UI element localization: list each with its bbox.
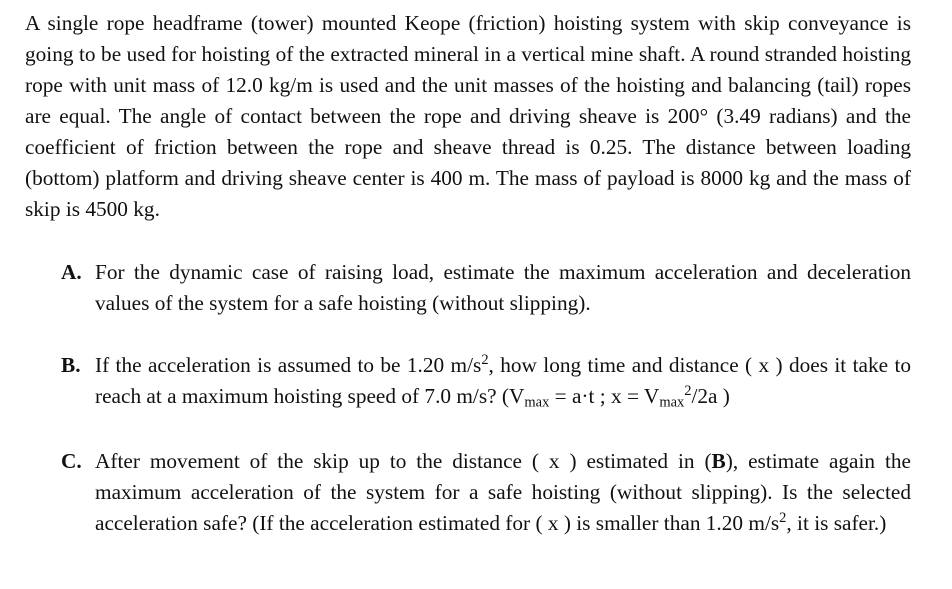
vmax-subscript: max bbox=[659, 394, 685, 411]
question-c-marker: C. bbox=[61, 449, 82, 473]
problem-statement bbox=[25, 8, 911, 225]
squared-superscript: 2 bbox=[779, 510, 787, 527]
question-b-part-2: , how long time and distance ( x ) does it take to reach at a maximum hoisting speed of 7.0 m/s? (V bbox=[95, 353, 912, 408]
question-c-text bbox=[95, 446, 911, 539]
problem-statement-text: A single rope headframe (tower) mounted Keope (friction) hoisting system with skip conveyance is going to be used for hoisting of the extracted mineral in a vertical mine shaft. A round stranded hoisting rope with unit mass of 12.0 kg/m is used and the unit masses of the hoisting and balancing (tail) ropes are equal. The angle of contact between the rope and driving sheave is 200° (3.49 radians) and the coefficient of friction between the rope and sheave thread is 0.25. The distance between loading (bottom) platform and driving sheave center is 400 m. The mass of payload is 8000 kg and the mass of skip is 4500 kg. bbox=[25, 11, 911, 221]
question-b-part-4: /2a ) bbox=[691, 384, 730, 408]
question-c-part-2: ), estimate again the maximum acceleration of the system for a safe hoisting (without slipping). Is the selected acceleration safe? (If the acceleration estimated for ( x ) is smaller than 1.20 m/s bbox=[95, 449, 911, 535]
squared-superscript: 2 bbox=[481, 352, 489, 369]
squared-superscript: 2 bbox=[684, 383, 692, 400]
question-b-part-1: If the acceleration is assumed to be 1.20 m/s bbox=[95, 353, 482, 377]
question-a-text bbox=[95, 257, 911, 319]
question-a bbox=[61, 257, 911, 319]
question-c bbox=[61, 446, 911, 539]
question-a-body: For the dynamic case of raising load, estimate the maximum acceleration and deceleration values of the system for a safe hoisting (without slipping). bbox=[95, 260, 911, 315]
question-b bbox=[61, 350, 911, 412]
question-c-part-1: After movement of the skip up to the distance ( x ) estimated in ( bbox=[95, 449, 712, 473]
question-c-part-3: , it is safer.) bbox=[786, 511, 887, 535]
vmax-subscript: max bbox=[524, 394, 550, 411]
question-a-marker: A. bbox=[61, 260, 82, 284]
question-b-reference: B bbox=[711, 449, 726, 473]
question-b-part-3: = a·t ; x = V bbox=[549, 384, 660, 408]
question-b-text bbox=[95, 350, 911, 412]
question-b-marker: B. bbox=[61, 353, 81, 377]
